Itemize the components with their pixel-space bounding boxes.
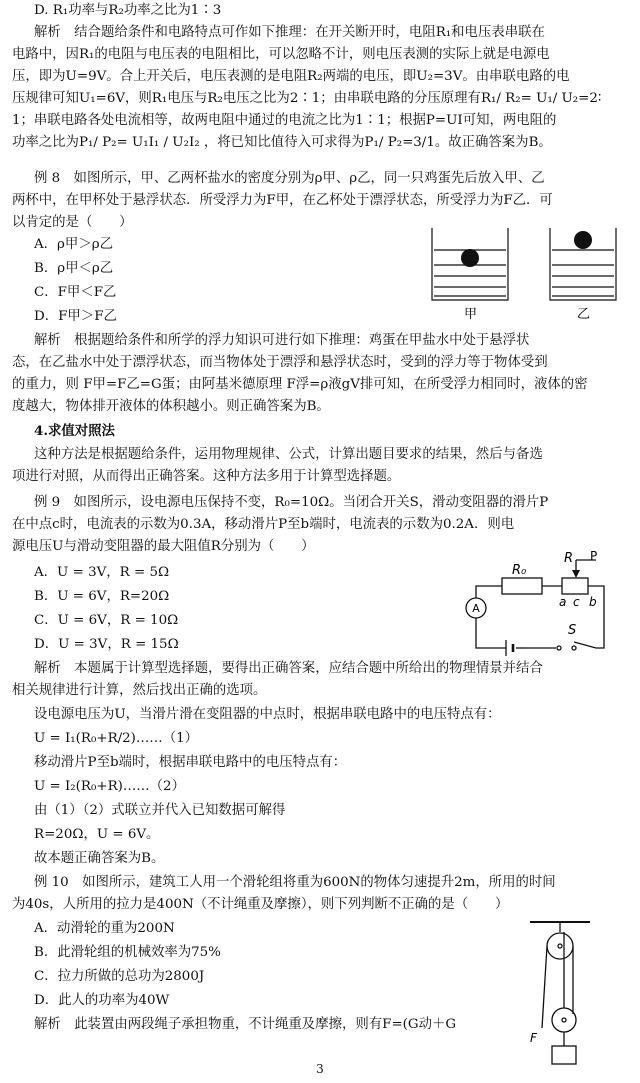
force-label: F: [530, 1031, 537, 1045]
text-line: 度越大，物体排开液体的体积越小。则正确答案为B。: [12, 399, 330, 414]
answer-line: 故本题正确答案为B。: [34, 851, 165, 866]
option-d: D．U = 3V，R = 15Ω: [34, 637, 179, 652]
text-line: 在中点c时，电流表的示数为0.3A，移动滑片P至b端时，电流表的示数为0.2A．则电: [12, 517, 515, 532]
egg-floating: [574, 231, 592, 249]
text-line: 电路中，因R₁的电阻与电压表的电阻相比，可以忽略不计，则电压表测的实际上就是电源电: [12, 47, 550, 62]
page-number: 3: [316, 1062, 324, 1076]
option-c: C．F甲＜F乙: [34, 285, 117, 300]
equation-1: U = I₁(R₀+R/2)……（1）: [34, 731, 198, 746]
text-line: 态，在乙盐水中处于漂浮状态，而当物体处于漂浮和悬浮状态时，受到的浮力等于物体受到: [12, 355, 548, 370]
text-line: 这种方法是根据题给条件，运用物理规律、公式，计算出题目要求的结果，然后与备选: [34, 447, 543, 462]
text-line: 设电源电压为U，当滑片滑在变阻器的中点时，根据串联电路中的电压特点有：: [34, 707, 501, 722]
cup-label-yi: 乙: [577, 307, 591, 320]
result-line: R=20Ω，U = 6V。: [34, 827, 160, 842]
option-d: D．F甲＞F乙: [34, 309, 117, 324]
text-line: 项进行对照，从而得出正确答案。这种方法多用于计算型选择题。: [12, 469, 401, 484]
option-a: A．ρ甲＞ρ乙: [34, 237, 113, 252]
ammeter-label: A: [472, 602, 480, 615]
text-line: 相关规律进行计算，然后找出正确的选项。: [12, 683, 267, 698]
analysis-paragraph: 解析 此装置由两段绳子承担物重，不计绳重及摩擦，则有F=(G动＋G: [34, 1017, 457, 1032]
option-b: B．U = 6V，R=20Ω: [34, 589, 170, 604]
option-d: D．此人的功率为40W: [34, 993, 170, 1008]
circuit-figure: [456, 548, 616, 658]
egg-suspended: [461, 249, 479, 267]
analysis-paragraph: 解析 根据题给条件和所学的浮力知识可进行如下推理：鸡蛋在甲盐水中处于悬浮状: [34, 333, 530, 348]
example-9-title: 例 9 如图所示，设电源电压保持不变，R₀=10Ω。当闭合开关S，滑动变阻器的滑片P: [34, 495, 549, 510]
pulley-figure: [520, 918, 600, 1068]
option-b: B．此滑轮组的机械效率为75%: [34, 945, 221, 960]
text-line: 为40s，人所用的拉力是400N（不计绳重及摩擦），则下列判断不正确的是（ ）: [12, 897, 509, 912]
analysis-paragraph: 解析 结合题给条件和电路特点可作如下推理：在开关断开时，电阻R₁和电压表串联在: [34, 25, 545, 40]
option-c: C．U = 6V，R = 10Ω: [34, 613, 179, 628]
r-label: R: [564, 551, 574, 566]
text-line: 的重力，则 F甲=F乙=G蛋；由阿基米德原理 F浮=ρ液gV排可知，在所受浮力相同时，液体的密: [12, 377, 588, 392]
text-line: 压规律可知U₁=6V，则R₁电压与R₂电压之比为2∶1；由串联电路的分压原理有R₁/ R₂= U₁/ U₂=2∶: [12, 91, 602, 106]
equation-2: U = I₂(R₀+R)……（2）: [34, 779, 185, 794]
p-label: P: [590, 549, 598, 563]
option-a: A．动滑轮的重为200N: [34, 921, 175, 936]
switch-label: S: [568, 623, 577, 638]
example-8-title: 例 8 如图所示，甲、乙两杯盐水的密度分别为ρ甲、ρ乙，同一只鸡蛋先后放入甲、乙: [34, 171, 545, 186]
example-10-title: 例 10 如图所示，建筑工人用一个滑轮组将重为600N的物体匀速提升2m，所用的时间: [34, 875, 556, 890]
text-line: 移动滑片P至b端时，根据串联电路中的电压特点有：: [34, 755, 347, 770]
c-label: c: [573, 595, 580, 609]
text-line: 以肯定的是（ ）: [12, 215, 133, 230]
text-line: 功率之比为P₁/ P₂= U₁I₁ / U₂I₂ ，将已知比值待入可求得为P₁/ P₂=3/1。故正确答案为B。: [12, 135, 552, 150]
b-label: b: [589, 595, 597, 609]
option-a: A．U = 3V，R = 5Ω: [34, 565, 170, 580]
option-b: B．ρ甲＜ρ乙: [34, 261, 114, 276]
section-heading: 4.求值对照法: [34, 423, 115, 439]
text-line: 由（1）（2）式联立并代入已知数据可解得: [34, 803, 286, 818]
r0-label: R₀: [512, 563, 527, 578]
text-line: 1；串联电路各处电流相等，故两电阻中通过的电流之比为1∶1；根据P=UI可知，两电阻的: [12, 113, 557, 128]
text-line: 压，即为U=9V。合上开关后，电压表测的是电阻R₂两端的电压，即U₂=3V。由串联电路的电: [12, 69, 570, 84]
a-label: a: [559, 595, 567, 609]
option-d-prev: D. R₁功率与R₂功率之比为1∶3: [34, 3, 222, 18]
text-line: 两杯中，在甲杯处于悬浮状态．所受浮力为F甲，在乙杯处于漂浮状态，所受浮力为F乙．可: [12, 193, 553, 208]
analysis-paragraph: 解析 本题属于计算型选择题，要得出正确答案，应结合题中所给出的物理情景并结合: [34, 661, 543, 676]
cups-figure: [420, 220, 620, 320]
cup-label-jia: 甲: [464, 307, 478, 320]
text-line: 源电压U与滑动变阻器的最大阻值R分别为（ ）: [12, 539, 315, 554]
option-c: C．拉力所做的总功为2800J: [34, 969, 205, 984]
